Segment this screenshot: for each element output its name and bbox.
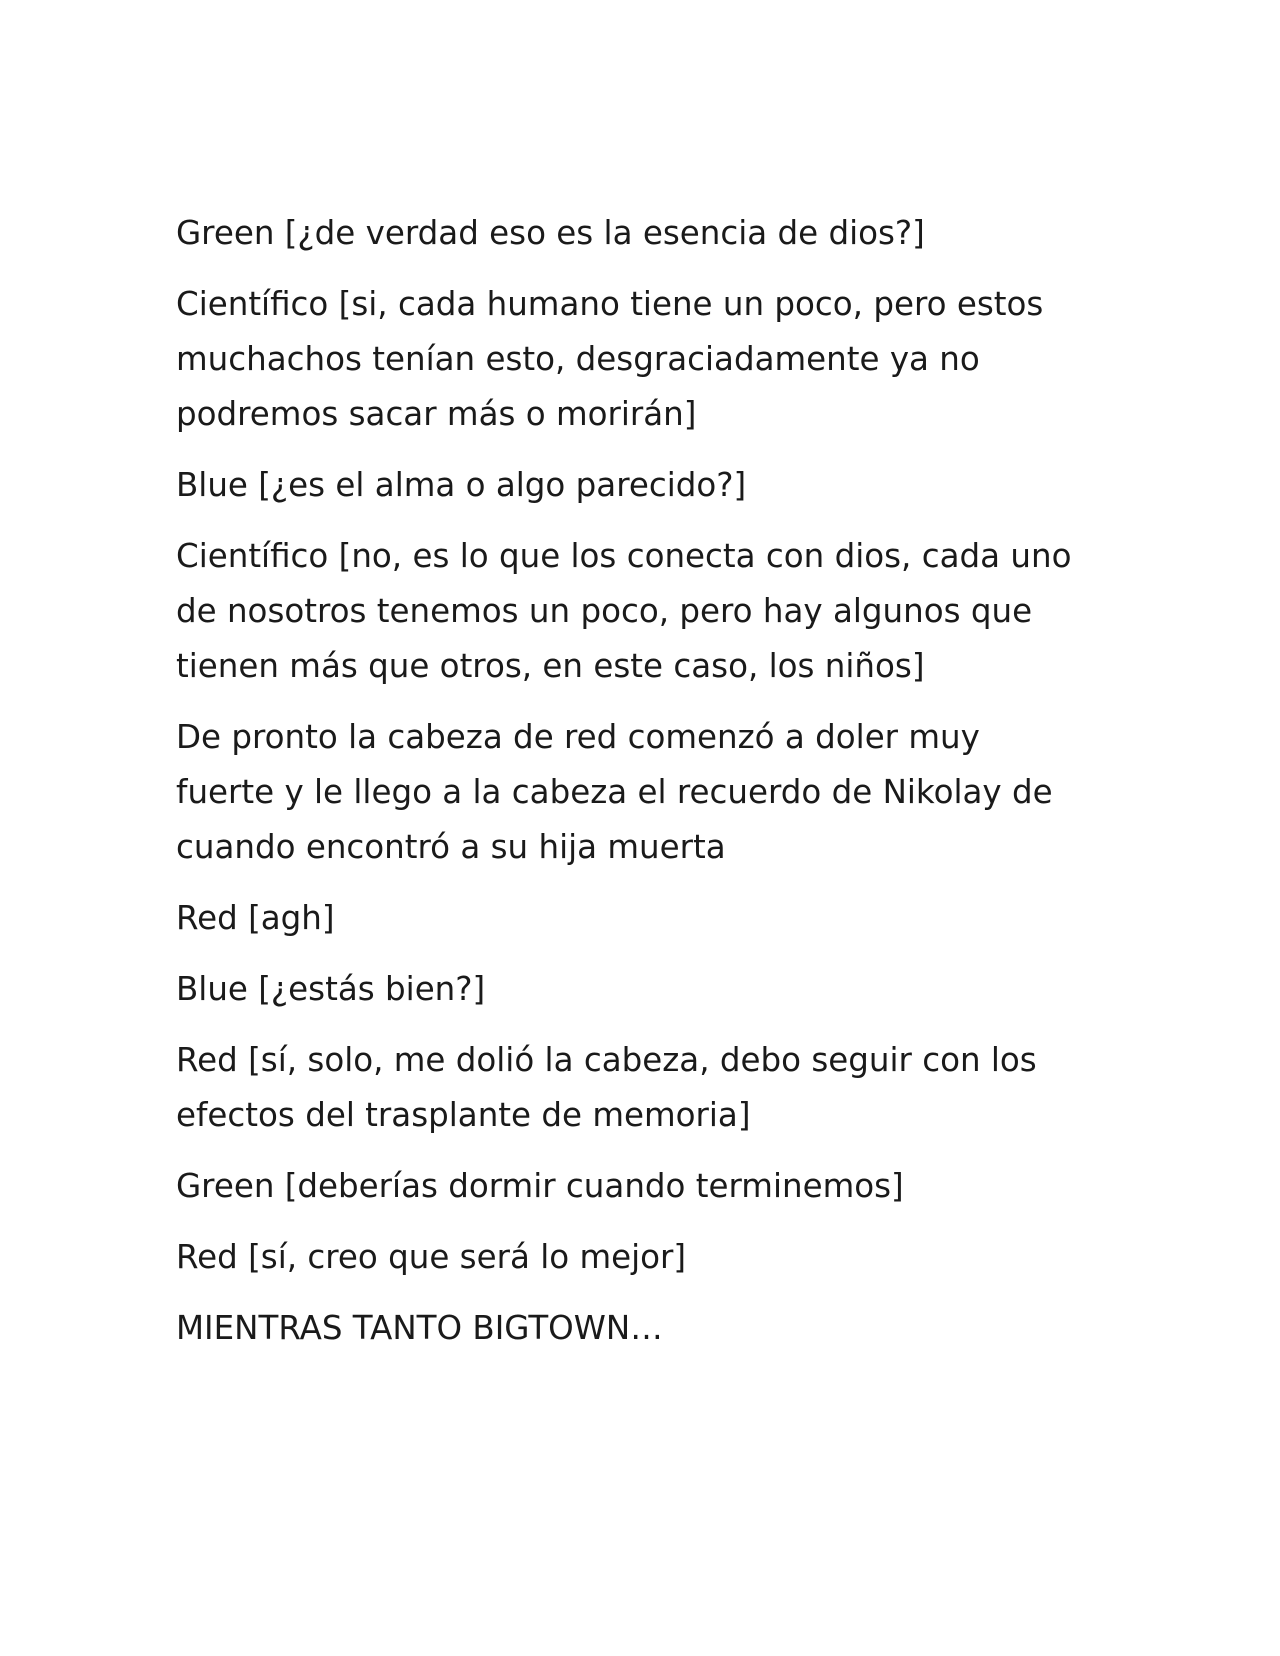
dialogue-paragraph: Blue [¿es el alma o algo parecido?] [176,466,747,504]
dialogue-paragraph: Green [deberías dormir cuando terminemos] [176,1167,904,1205]
dialogue-paragraph: Red [sí, creo que será lo mejor] [176,1238,687,1276]
dialogue-paragraph: Científico [no, es lo que los conecta con dios, cada uno de nosotros tenemos un poco, pero hay algunos que tienen más que otros, en este caso, los niños] [176,537,1072,685]
dialogue-paragraph: Científico [si, cada humano tiene un poco, pero estos muchachos tenían esto, desgraciadamente ya no podremos sacar más o morirán] [176,285,1044,433]
narration-paragraph: De pronto la cabeza de red comenzó a doler muy fuerte y le llego a la cabeza el recuerdo de Nikolay de cuando encontró a su hija muerta [176,718,1053,866]
scene-transition: MIENTRAS TANTO BIGTOWN… [176,1309,663,1347]
dialogue-paragraph: Red [sí, solo, me dolió la cabeza, debo seguir con los efectos del trasplante de memoria] [176,1041,1037,1134]
dialogue-paragraph: Green [¿de verdad eso es la esencia de dios?] [176,214,925,252]
dialogue-paragraph: Blue [¿estás bien?] [176,970,486,1008]
dialogue-paragraph: Red [agh] [176,899,335,937]
